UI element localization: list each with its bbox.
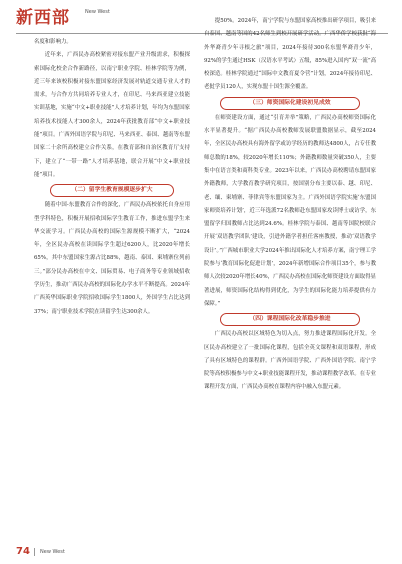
footer-magazine-name: New West — [40, 549, 65, 555]
paragraph: 名度和影响力。 — [34, 39, 72, 45]
footer-divider — [34, 548, 35, 556]
paragraph: 提50%。2024年，南宁学院与东盟国家高校推出研学项目，吸引来自泰国、越南等国的42名师生到校开展研学活动。广西华侨学校获批“海外华裔青少年寻根之旅”项目，2024年接待300名东盟华裔青少年，92%的学生通过HSK（汉语水平考试）五级，85%进入国内“双一流”高校深造。桂林学院通过“国际中文教育夏令营”计划，2024年接待印尼、老挝学员120人，实现东盟十国生源全覆盖。 — [204, 18, 376, 91]
paragraph: 随着中国-东盟教育合作的深化，广西民办高校依托自身应用型学科特色，积极开展招收国际学生教育工作，推进东盟学生来华交流学习。广西民办高校的国际生源规模不断扩大，“2024年，全区民办高校在读国际学生超过6200人，比2020年增长65%，其中东盟国家生源占比88%，越南、泰国、柬埔寨位列前三。”部分民办高校在中文、国际贸易、电子商务等专业领域招收学历生，推动广西民办高校的国际化办学水平不断提高。2024年广西英华国际职业学院招收国际学生1800人，外国学生占比达到37%；南宁职业技术学院在读留学生达300余人。 — [34, 202, 190, 315]
paragraph: 在师资建设方面，通过“引育并举”策略，广西民办高校师资国际化水平显著提升。“据广西民办高校教师发展联盟数据显示，截至2024年，全区民办高校具有海外留学或访学经历的教师达4800人，占专任教师总数的18%，较2020年增长110%；外籍教师数量突破350人，主要集中在语言类和商科类专业。2023年以来，广西民办高校聘请东盟国家外籍教师，大学教育教学研究项目，按国别分布主要以泰、越、印尼、老、缅、柬埔寨、菲律宾等东盟国家为主。广西外国语学院实施‘东盟国家师资培养计划’，近三年选派72名教师赴东盟国家攻读博士或访学，东盟留学归国教师占比达到24.6%。桂林学院与泰国、越南等国院校联合开展‘双语教学团队’建设，引进外籍学者担任客座教授，推动‘双语教学设计’。”广西城市职业大学2024年推出国际化人才培养方案，南宁理工学院参与‘教育国际化促进计划’，2024年新增国际合作项目35个，参与教师人次较2020年增长40%，广西民办高校在国际化师资建设方面取得显著进展，师资国际化结构得到优化，为学生的国际化能力培养提供有力保障。” — [204, 114, 376, 307]
magazine-logo-en: New West — [85, 9, 110, 15]
section-heading: （二）留学生教育规模逐步扩大 — [50, 184, 174, 197]
section-heading: （三）师资国际化建设初见成效 — [220, 97, 360, 110]
paragraph: 近年来，广西民办高校紧密对接东盟产业升级需求，积极探索国际化校企合作新路径，以南宁职业学院、桂林学院等为例，近三年来该校积极对接东盟国家经济发展对轨道交通专业人才的需求，与合作方共同培养专业人才，在印尼、马来西亚建立技能实训基地，实施“中文+职业技能”人才培养计划，年均为东盟国家培养技术技能人才300余人，2024年获批教育部“中文+职业技能”项目。广西外国语学院与印尼、马来西亚、泰国、越南等东盟国家二十余所高校建立合作关系，在教育部和自治区教育厅支持下，建立了“一带一路”人才培养基地，联合开展“中文+职业技能”项目。 — [34, 52, 190, 178]
page-number: 74 — [16, 546, 30, 557]
magazine-logo: 新西部 — [16, 8, 70, 28]
section-heading: （四）课程国际化改革稳步推进 — [220, 313, 360, 326]
right-column — [204, 15, 376, 395]
left-column — [34, 36, 190, 319]
paragraph: 广西民办高校以区域特色为切入点，努力推进课程国际化开发。全区民办高校建立了一批国际化课程，包括全英文课程和双语课程，形成了具有区域特色的课程群。广西外国语学院、广西外国语学院、南宁学院等高校积极参与中文+职业技能课程开发，推动课程教学改革。在专业课程开发方面，广西民办高校在课程内容中融入东盟元素。 — [204, 331, 376, 391]
